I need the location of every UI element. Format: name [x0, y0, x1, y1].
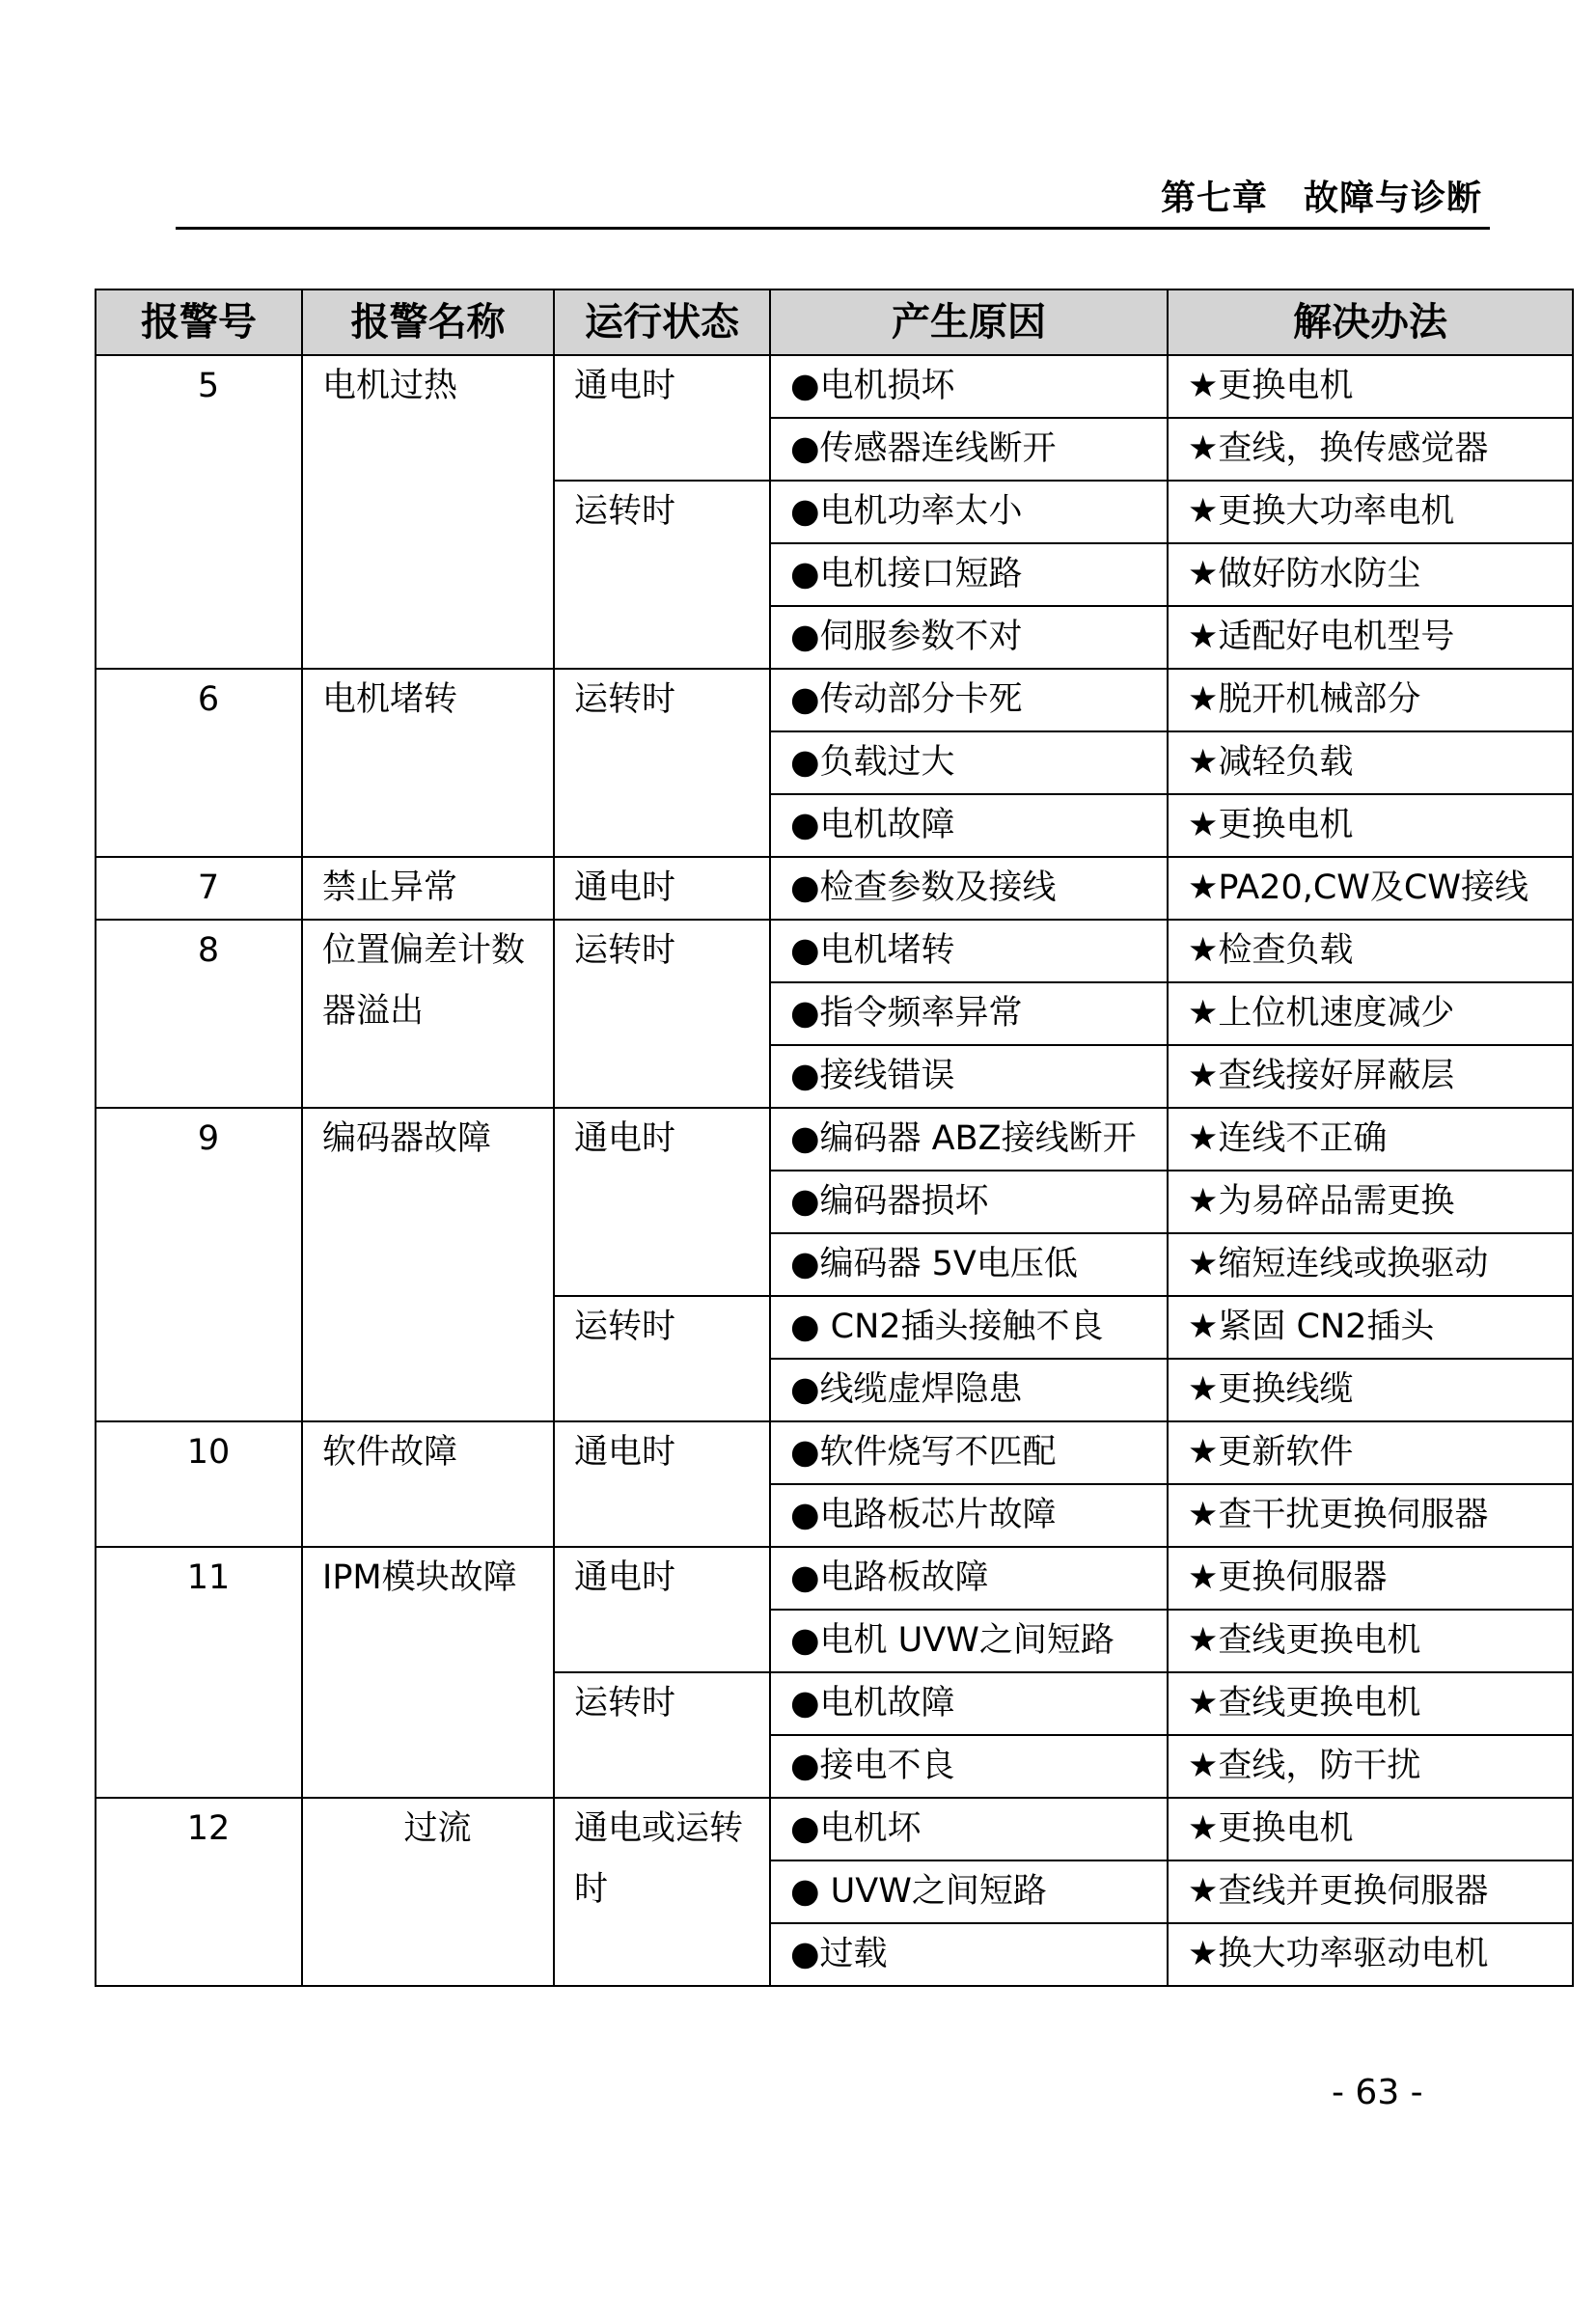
- solution-cell: ★更换伺服器: [1168, 1547, 1573, 1610]
- alarm-code: 9: [96, 1108, 302, 1421]
- header-alarm-code: 报警号: [96, 289, 302, 355]
- cause-cell: ●负载过大: [770, 731, 1168, 794]
- solution-cell: ★减轻负载: [1168, 731, 1573, 794]
- alarm-name: 过流: [302, 1798, 554, 1986]
- cause-cell: ●指令频率异常: [770, 982, 1168, 1045]
- alarm-code: 5: [96, 355, 302, 669]
- solution-cell: ★更换电机: [1168, 794, 1573, 857]
- solution-cell: ★查线接好屏蔽层: [1168, 1045, 1573, 1108]
- cause-cell: ●传动部分卡死: [770, 669, 1168, 731]
- cause-cell: ●接线错误: [770, 1045, 1168, 1108]
- solution-cell: ★适配好电机型号: [1168, 606, 1573, 669]
- solution-cell: ★查线，换传感觉器: [1168, 418, 1573, 481]
- solution-cell: ★更换电机: [1168, 355, 1573, 418]
- alarm-name: 软件故障: [302, 1421, 554, 1547]
- alarm-code: 6: [96, 669, 302, 857]
- cause-cell: ● CN2插头接触不良: [770, 1296, 1168, 1359]
- cause-cell: ●编码器损坏: [770, 1171, 1168, 1233]
- run-state: 运转时: [554, 1296, 770, 1421]
- alarm-name: 编码器故障: [302, 1108, 554, 1421]
- table-body: [96, 355, 1573, 1986]
- table-row: [96, 1108, 1573, 1171]
- solution-cell: ★PA20,CW及CW接线: [1168, 857, 1573, 920]
- solution-cell: ★检查负载: [1168, 920, 1573, 982]
- cause-cell: ●电机坏: [770, 1798, 1168, 1860]
- solution-cell: ★紧固 CN2插头: [1168, 1296, 1573, 1359]
- cause-cell: ●检查参数及接线: [770, 857, 1168, 920]
- cause-cell: ●线缆虚焊隐患: [770, 1359, 1168, 1421]
- run-state: 运转时: [554, 1672, 770, 1798]
- cause-cell: ●编码器 5V电压低: [770, 1233, 1168, 1296]
- cause-cell: ●伺服参数不对: [770, 606, 1168, 669]
- header-alarm-name: 报警名称: [302, 289, 554, 355]
- header-solution: 解决办法: [1168, 289, 1573, 355]
- solution-cell: ★为易碎品需更换: [1168, 1171, 1573, 1233]
- alarm-name: IPM模块故障: [302, 1547, 554, 1798]
- table-header-row: [96, 289, 1573, 355]
- solution-cell: ★查线并更换伺服器: [1168, 1860, 1573, 1923]
- cause-cell: ●过载: [770, 1923, 1168, 1986]
- page-number: - 63 -: [1332, 2073, 1423, 2112]
- table-row: [96, 355, 1573, 418]
- table-row: [96, 1798, 1573, 1860]
- alarm-code: 10: [96, 1421, 302, 1547]
- cause-cell: ●电机故障: [770, 1672, 1168, 1735]
- cause-cell: ●电机故障: [770, 794, 1168, 857]
- run-state: 通电时: [554, 857, 770, 920]
- run-state: 运转时: [554, 920, 770, 1108]
- chapter-header: [176, 169, 1490, 230]
- cause-cell: ●电机堵转: [770, 920, 1168, 982]
- solution-cell: ★上位机速度减少: [1168, 982, 1573, 1045]
- run-state: 运转时: [554, 669, 770, 857]
- cause-cell: ●电机损坏: [770, 355, 1168, 418]
- solution-cell: ★更换大功率电机: [1168, 481, 1573, 543]
- table-row: [96, 669, 1573, 731]
- cause-cell: ●电机 UVW之间短路: [770, 1610, 1168, 1672]
- solution-cell: ★更换线缆: [1168, 1359, 1573, 1421]
- solution-cell: ★缩短连线或换驱动: [1168, 1233, 1573, 1296]
- cause-cell: ●电路板故障: [770, 1547, 1168, 1610]
- alarm-name: 位置偏差计数器溢出: [302, 920, 554, 1108]
- alarm-code: 11: [96, 1547, 302, 1798]
- solution-cell: ★查线更换电机: [1168, 1672, 1573, 1735]
- run-state: 通电时: [554, 1108, 770, 1296]
- table-row: [96, 857, 1573, 920]
- table-row: [96, 920, 1573, 982]
- run-state: 通电时: [554, 355, 770, 481]
- solution-cell: ★更新软件: [1168, 1421, 1573, 1484]
- solution-cell: ★查线更换电机: [1168, 1610, 1573, 1672]
- header-run-state: 运行状态: [554, 289, 770, 355]
- alarm-name: 电机堵转: [302, 669, 554, 857]
- solution-cell: ★连线不正确: [1168, 1108, 1573, 1171]
- alarm-code: 12: [96, 1798, 302, 1986]
- run-state: 通电时: [554, 1547, 770, 1672]
- solution-cell: ★查干扰更换伺服器: [1168, 1484, 1573, 1547]
- solution-cell: ★更换电机: [1168, 1798, 1573, 1860]
- alarm-code: 7: [96, 857, 302, 920]
- cause-cell: ●电机功率太小: [770, 481, 1168, 543]
- cause-cell: ●电机接口短路: [770, 543, 1168, 606]
- header-cause: 产生原因: [770, 289, 1168, 355]
- table-row: [96, 1547, 1573, 1610]
- cause-cell: ●电路板芯片故障: [770, 1484, 1168, 1547]
- solution-cell: ★脱开机械部分: [1168, 669, 1573, 731]
- cause-cell: ●接电不良: [770, 1735, 1168, 1798]
- run-state: 通电或运转时: [554, 1798, 770, 1986]
- cause-cell: ● UVW之间短路: [770, 1860, 1168, 1923]
- alarm-table: [95, 289, 1574, 1987]
- cause-cell: ●编码器 ABZ接线断开: [770, 1108, 1168, 1171]
- cause-cell: ●传感器连线断开: [770, 418, 1168, 481]
- chapter-title: 第七章 故障与诊断: [1160, 179, 1482, 218]
- alarm-name: 禁止异常: [302, 857, 554, 920]
- solution-cell: ★查线，防干扰: [1168, 1735, 1573, 1798]
- run-state: 运转时: [554, 481, 770, 669]
- solution-cell: ★做好防水防尘: [1168, 543, 1573, 606]
- run-state: 通电时: [554, 1421, 770, 1547]
- alarm-code: 8: [96, 920, 302, 1108]
- table-row: [96, 1421, 1573, 1484]
- alarm-name: 电机过热: [302, 355, 554, 669]
- cause-cell: ●软件烧写不匹配: [770, 1421, 1168, 1484]
- solution-cell: ★换大功率驱动电机: [1168, 1923, 1573, 1986]
